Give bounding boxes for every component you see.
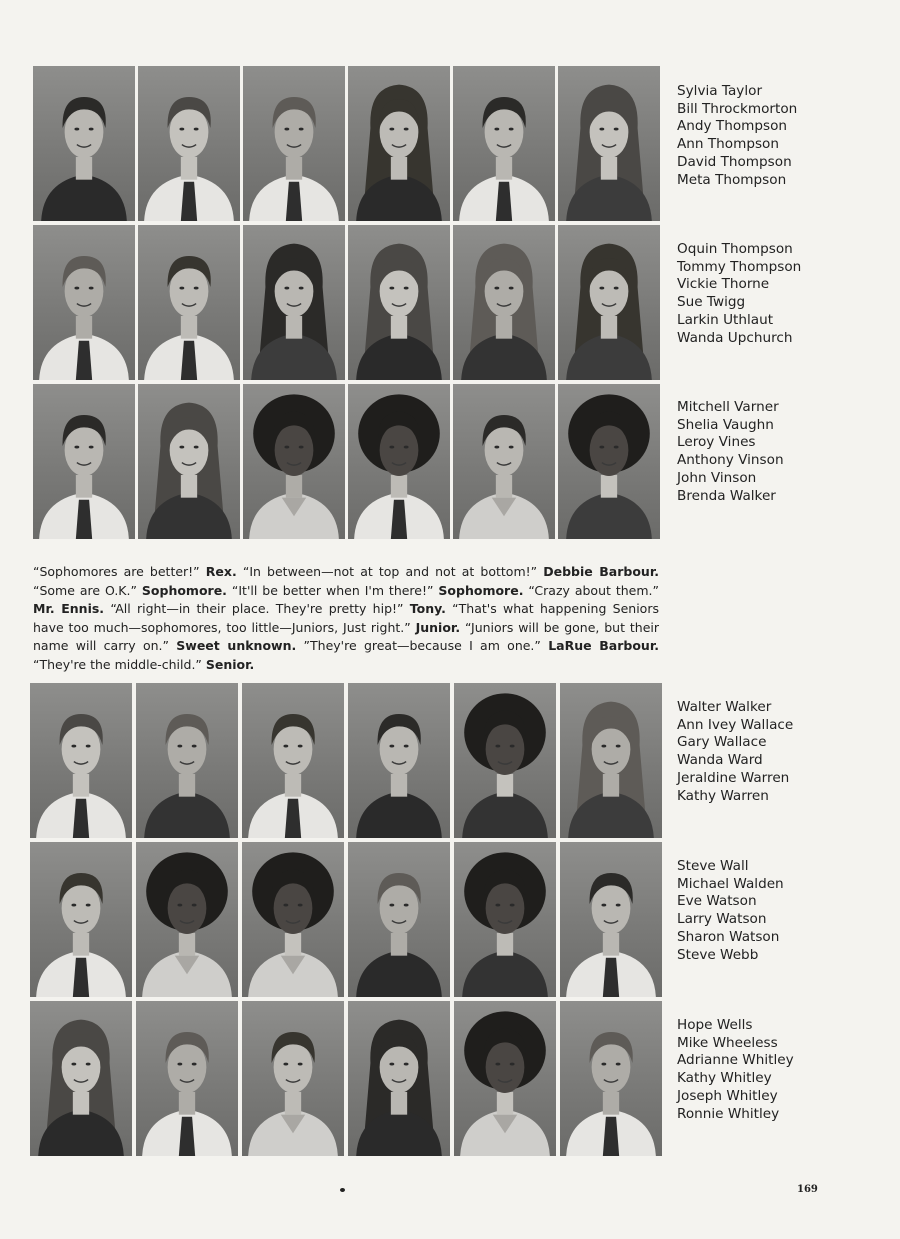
portrait-silhouette xyxy=(348,683,450,838)
student-name: Walter Walker xyxy=(677,699,772,715)
name-list-1 xyxy=(677,83,797,189)
portrait-silhouette xyxy=(30,842,132,997)
student-name: Wanda Upchurch xyxy=(677,329,793,346)
portrait-silhouette xyxy=(138,384,240,539)
quote-author: LaRue Barbour. xyxy=(548,638,659,653)
portrait-silhouette xyxy=(243,66,345,221)
student-portrait xyxy=(243,384,345,539)
quote-author: Junior. xyxy=(415,619,461,635)
page-number: 169 xyxy=(797,1184,818,1195)
portrait-silhouette xyxy=(454,842,556,997)
portrait-silhouette xyxy=(242,842,344,997)
portrait-silhouette xyxy=(138,225,240,380)
portrait-silhouette xyxy=(560,683,662,838)
quote-text: “They're the middle-child.” xyxy=(33,656,202,672)
student-name: Mike Wheeless xyxy=(677,1034,778,1051)
student-name: Steve Webb xyxy=(677,946,759,963)
student-portrait xyxy=(243,66,345,221)
quote-text: “Some are O.K.” xyxy=(33,582,137,598)
portrait-silhouette xyxy=(348,1001,450,1156)
student-portrait xyxy=(136,683,238,838)
student-portrait xyxy=(560,1001,662,1156)
student-name: Ann Ivey Wallace xyxy=(677,716,794,733)
quote-author: Senior. xyxy=(205,656,255,672)
portrait-silhouette xyxy=(136,683,238,838)
student-portrait xyxy=(558,225,660,380)
student-portrait xyxy=(454,1001,556,1156)
student-name: Sharon Watson xyxy=(677,928,780,945)
portrait-silhouette xyxy=(453,384,555,539)
name-list-2 xyxy=(677,241,801,347)
student-portrait xyxy=(453,225,555,380)
student-portrait xyxy=(138,225,240,380)
student-portrait xyxy=(30,1001,132,1156)
name-list-5 xyxy=(677,858,784,964)
portrait-silhouette xyxy=(243,384,345,539)
portrait-silhouette xyxy=(33,66,135,221)
quote-author: Sophomore. xyxy=(141,582,227,598)
print-speck xyxy=(340,1188,345,1192)
portrait-silhouette xyxy=(242,1001,344,1156)
student-name: Andy Thompson xyxy=(677,118,788,135)
student-portrait xyxy=(454,683,556,838)
portrait-silhouette xyxy=(348,384,450,539)
student-portrait xyxy=(348,1001,450,1156)
student-name: Leroy Vines xyxy=(677,434,756,451)
student-portrait xyxy=(243,225,345,380)
student-name: Adrianne Whitley xyxy=(677,1052,794,1069)
student-portrait xyxy=(348,225,450,380)
student-portrait xyxy=(30,842,132,997)
quote-author: Sophomore. xyxy=(438,582,524,598)
student-portrait xyxy=(33,66,135,221)
portrait-silhouette xyxy=(30,683,132,838)
name-list-3 xyxy=(677,399,784,505)
portrait-silhouette xyxy=(33,384,135,539)
portrait-silhouette xyxy=(243,225,345,380)
quote-text: “That's what happening Seniors have too much—sophomores, too little—Juniors, Just right.” xyxy=(33,601,659,635)
student-name: Larry Watson xyxy=(677,911,767,928)
portrait-silhouette xyxy=(33,225,135,380)
student-name: Anthony Vinson xyxy=(677,452,784,469)
student-portrait xyxy=(348,683,450,838)
student-portrait xyxy=(453,384,555,539)
quote-author: Debbie Barbour. xyxy=(543,564,659,579)
portrait-silhouette xyxy=(558,384,660,539)
student-name: David Thompson xyxy=(677,153,792,170)
student-name: Michael Walden xyxy=(677,875,784,892)
student-portrait xyxy=(560,842,662,997)
student-portrait xyxy=(242,1001,344,1156)
student-name: Hope Wells xyxy=(677,1017,753,1033)
student-name: Larkin Uthlaut xyxy=(677,311,774,328)
student-portrait xyxy=(242,683,344,838)
portrait-grid-top xyxy=(33,66,660,539)
student-name: Sylvia Taylor xyxy=(677,83,763,99)
student-portrait xyxy=(348,842,450,997)
student-name: Brenda Walker xyxy=(677,487,776,504)
student-portrait xyxy=(558,384,660,539)
portrait-silhouette xyxy=(453,66,555,221)
portrait-silhouette xyxy=(242,683,344,838)
student-name: Jeraldine Warren xyxy=(677,769,790,786)
student-name: Bill Throckmorton xyxy=(677,100,798,117)
student-portrait xyxy=(136,1001,238,1156)
student-portrait xyxy=(138,384,240,539)
quote-author: Mr. Ennis. xyxy=(33,601,105,616)
name-list-4 xyxy=(677,699,793,805)
quote-text: “Sophomores are better!” xyxy=(33,564,200,579)
student-name: Eve Watson xyxy=(677,893,757,910)
student-name: Kathy Warren xyxy=(677,787,769,804)
portrait-silhouette xyxy=(560,842,662,997)
quote-author: Rex. xyxy=(205,564,237,579)
student-portrait xyxy=(33,384,135,539)
student-portrait xyxy=(558,66,660,221)
portrait-silhouette xyxy=(348,225,450,380)
portrait-silhouette xyxy=(136,1001,238,1156)
quote-text: “All right—in their place. They're pretty hip!” xyxy=(110,601,404,616)
student-name: Joseph Whitley xyxy=(677,1087,778,1104)
portrait-silhouette xyxy=(560,1001,662,1156)
student-portrait xyxy=(136,842,238,997)
student-name: Kathy Whitley xyxy=(677,1070,772,1087)
student-portrait xyxy=(454,842,556,997)
portrait-silhouette xyxy=(454,683,556,838)
portrait-grid-bottom xyxy=(30,683,662,1156)
quote-text: “In between—not at top and not at bottom!” xyxy=(242,564,538,579)
student-name: Sue Twigg xyxy=(677,294,746,311)
student-portrait xyxy=(560,683,662,838)
student-portrait xyxy=(138,66,240,221)
student-name: Meta Thompson xyxy=(677,171,787,188)
quote-text: ”They're great—because I am one.” xyxy=(303,638,541,653)
student-name: John Vinson xyxy=(677,469,757,486)
quote-author: Sweet unknown. xyxy=(176,638,297,653)
quote-author: Tony. xyxy=(409,601,446,616)
portrait-silhouette xyxy=(138,66,240,221)
student-portrait xyxy=(242,842,344,997)
student-portrait xyxy=(33,225,135,380)
portrait-silhouette xyxy=(348,842,450,997)
student-portrait xyxy=(348,384,450,539)
student-portrait xyxy=(30,683,132,838)
student-name: Ann Thompson xyxy=(677,136,779,153)
student-name: Oquin Thompson xyxy=(677,241,793,257)
student-name: Wanda Ward xyxy=(677,752,763,769)
student-name: Shelia Vaughn xyxy=(677,416,774,433)
quote-text: “Juniors will be gone, but their name will carry on.” xyxy=(33,619,659,653)
student-portrait xyxy=(348,66,450,221)
student-name: Vickie Thorne xyxy=(677,276,770,293)
quotes-paragraph xyxy=(33,563,659,674)
student-name: Mitchell Varner xyxy=(677,399,779,415)
student-name: Gary Wallace xyxy=(677,734,767,751)
portrait-silhouette xyxy=(348,66,450,221)
portrait-silhouette xyxy=(558,225,660,380)
portrait-silhouette xyxy=(558,66,660,221)
name-list-6 xyxy=(677,1017,794,1123)
student-portrait xyxy=(453,66,555,221)
student-name: Steve Wall xyxy=(677,858,749,874)
portrait-silhouette xyxy=(454,1001,556,1156)
quote-text: “Crazy about them.” xyxy=(528,582,659,598)
portrait-silhouette xyxy=(136,842,238,997)
portrait-silhouette xyxy=(453,225,555,380)
student-name: Ronnie Whitley xyxy=(677,1105,780,1122)
student-name: Tommy Thompson xyxy=(677,258,802,275)
quote-text: “It'll be better when I'm there!” xyxy=(231,582,434,598)
portrait-silhouette xyxy=(30,1001,132,1156)
